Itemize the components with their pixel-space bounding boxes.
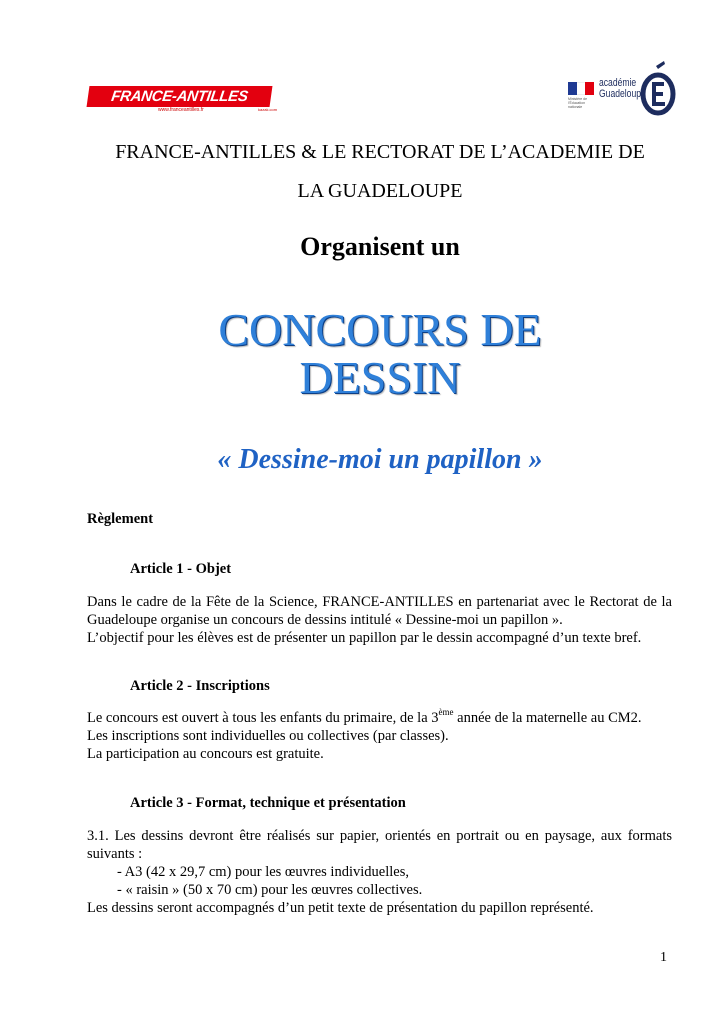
article-3-body	[87, 827, 672, 917]
reglement-heading: Règlement	[87, 511, 154, 527]
article-1-line-3: L’objectif pour les élèves est de présenter un papillon par le dessin accompagné d’un texte bref.	[87, 630, 642, 646]
organizers-line-1: FRANCE-ANTILLES & LE RECTORAT DE L’ACADEMIE DE	[115, 141, 645, 163]
article-2-title: Article 2 - Inscriptions	[130, 678, 270, 694]
article-2-line-3: La participation au concours est gratuite.	[87, 746, 324, 762]
organisent-heading: Organisent un	[300, 232, 460, 261]
article-3-line-2: suivants :	[87, 846, 143, 862]
page-number: 1	[660, 950, 667, 965]
article-2-line-2: Les inscriptions sont individuelles ou collectives (par classes).	[87, 728, 449, 744]
france-antilles-url-small: kazak.com	[258, 107, 278, 112]
article-2-body	[87, 709, 672, 763]
article-2-line-1-b: année de la maternelle au CM2.	[453, 710, 642, 726]
academie-logo-line2: Guadeloupe	[599, 88, 646, 100]
contest-title-line-1: CONCOURS DE	[218, 304, 542, 355]
article-2-line-1-a: Le concours est ouvert à tous les enfants du primaire, de la 3	[87, 710, 439, 726]
academie-logo-line1: académie	[599, 77, 637, 89]
ministry-label: Ministère de l'Éducation nationale	[568, 97, 588, 109]
article-3-bullet-2: - « raisin » (50 x 70 cm) pour les œuvres collectives.	[117, 882, 423, 898]
french-flag-icon	[568, 82, 594, 95]
article-1-body	[87, 593, 672, 647]
article-3-line-3: Les dessins seront accompagnés d’un petit texte de présentation du papillon représenté.	[87, 900, 594, 916]
academie-e-emblem-icon	[638, 60, 676, 116]
article-1-line-1: Dans le cadre de la Fête de la Science, FRANCE-ANTILLES en partenariat avec le Rectorat de la	[87, 594, 672, 610]
organizers-line-2: LA GUADELOUPE	[297, 180, 463, 202]
article-3-line-1: 3.1. Les dessins devront être réalisés sur papier, orientés en portrait ou en paysage, aux formats	[87, 828, 672, 844]
france-antilles-logo	[88, 86, 278, 114]
article-1-line-2: Guadeloupe organise un concours de dessins intitulé « Dessine-moi un papillon ».	[87, 612, 563, 628]
contest-subtitle: « Dessine-moi un papillon »	[217, 444, 543, 475]
france-antilles-logo-text: FRANCE-ANTILLES	[87, 86, 273, 107]
france-antilles-url: www.franceantilles.fr	[158, 107, 204, 113]
article-2-line-1-sup: ème	[438, 707, 454, 717]
contest-title-line-2: DESSIN	[299, 352, 461, 403]
article-2-line-1	[87, 709, 672, 727]
academie-guadeloupe-logo	[568, 60, 676, 116]
article-3-title: Article 3 - Format, technique et présentation	[130, 795, 406, 811]
article-1-title: Article 1 - Objet	[130, 561, 232, 577]
article-3-bullet-1: - A3 (42 x 29,7 cm) pour les œuvres individuelles,	[117, 864, 409, 880]
academie-logo-text	[599, 77, 646, 100]
